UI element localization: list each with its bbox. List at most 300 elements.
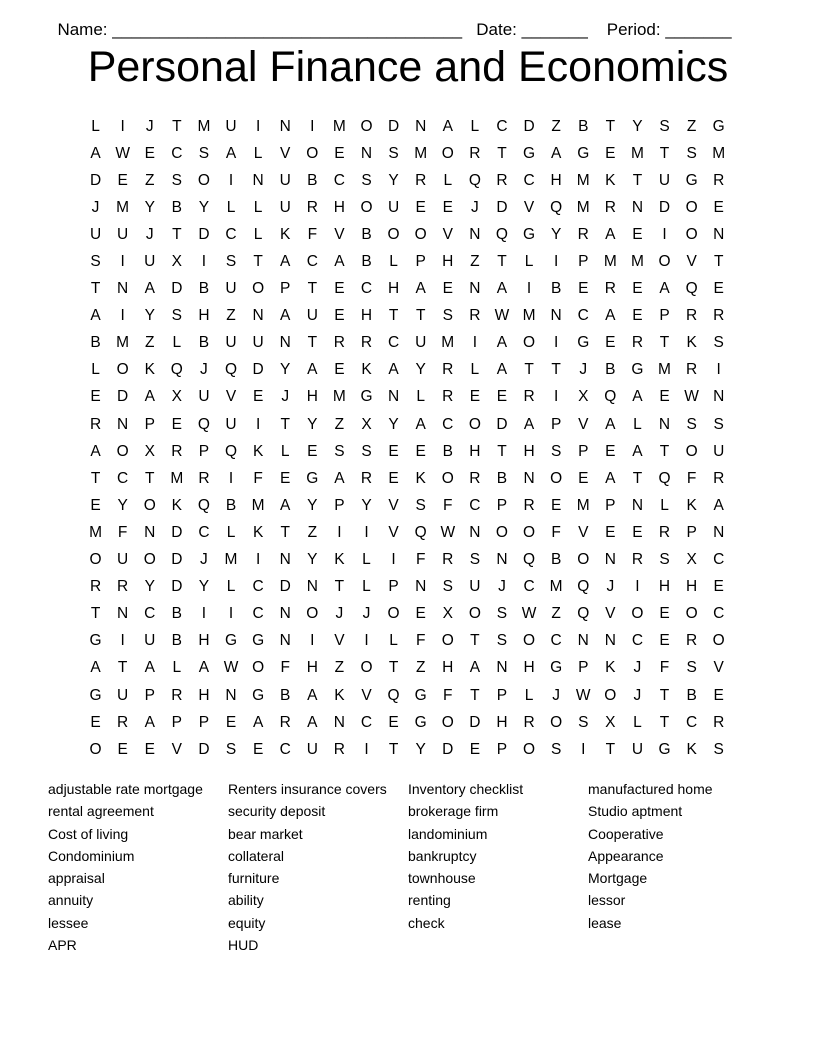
grid-letter[interactable]: R (442, 551, 454, 569)
grid-letter[interactable]: I (310, 632, 315, 650)
grid-letter[interactable]: O (523, 334, 536, 352)
grid-letter[interactable]: Y (280, 361, 291, 379)
grid-letter[interactable]: M (224, 551, 238, 569)
grid-letter[interactable]: A (198, 659, 210, 677)
grid-letter[interactable]: S (578, 713, 589, 731)
grid-letter[interactable]: A (605, 469, 616, 487)
grid-letter[interactable]: I (553, 253, 559, 271)
grid-letter[interactable]: I (553, 334, 559, 352)
grid-letter[interactable]: U (225, 415, 237, 433)
grid-letter[interactable]: O (550, 713, 563, 731)
grid-letter[interactable]: U (225, 334, 237, 352)
grid-letter[interactable]: M (603, 253, 617, 271)
grid-letter[interactable]: F (659, 659, 670, 677)
grid-letter[interactable]: Y (198, 198, 210, 216)
grid-letter[interactable]: L (91, 117, 100, 135)
grid-letter[interactable]: S (686, 415, 697, 433)
grid-letter[interactable]: G (577, 144, 590, 162)
grid-letter[interactable]: S (361, 171, 372, 189)
grid-letter[interactable]: A (605, 225, 616, 243)
grid-letter[interactable]: W (440, 523, 456, 541)
grid-letter[interactable]: B (171, 632, 182, 650)
grid-letter[interactable]: T (632, 469, 643, 487)
grid-letter[interactable]: E (550, 496, 562, 514)
grid-letter[interactable]: S (496, 632, 508, 650)
grid-letter[interactable]: B (280, 686, 291, 704)
grid-letter[interactable]: U (387, 198, 400, 216)
grid-letter[interactable]: P (415, 253, 426, 271)
grid-letter[interactable]: O (252, 659, 265, 677)
grid-letter[interactable]: R (360, 334, 373, 352)
grid-letter[interactable]: D (171, 551, 183, 569)
grid-letter[interactable]: L (253, 144, 263, 162)
grid-letter[interactable]: B (550, 551, 562, 569)
grid-letter[interactable]: O (631, 605, 644, 623)
grid-letter[interactable]: M (576, 496, 590, 514)
grid-letter[interactable]: L (280, 442, 290, 460)
grid-letter[interactable]: I (310, 117, 315, 135)
grid-letter[interactable]: E (659, 632, 670, 650)
grid-letter[interactable]: I (635, 578, 640, 596)
grid-letter[interactable]: N (279, 117, 291, 135)
grid-letter[interactable]: T (90, 280, 101, 298)
grid-letter[interactable]: N (360, 144, 373, 162)
grid-letter[interactable]: E (117, 171, 128, 189)
grid-letter[interactable]: Y (144, 307, 155, 325)
grid-letter[interactable]: T (388, 740, 399, 758)
grid-letter[interactable]: U (144, 253, 156, 271)
grid-letter[interactable]: F (117, 523, 128, 541)
grid-letter[interactable]: V (578, 523, 589, 541)
grid-letter[interactable]: D (387, 117, 400, 135)
grid-letter[interactable]: M (630, 253, 644, 271)
grid-letter[interactable]: Q (224, 361, 238, 379)
grid-letter[interactable]: M (116, 334, 130, 352)
grid-letter[interactable]: C (306, 253, 318, 271)
grid-letter[interactable]: Z (226, 307, 236, 325)
grid-letter[interactable]: H (387, 280, 400, 298)
grid-letter[interactable]: J (606, 578, 615, 596)
grid-letter[interactable]: X (361, 415, 372, 433)
grid-letter[interactable]: E (415, 442, 426, 460)
grid-letter[interactable]: R (686, 632, 698, 650)
grid-letter[interactable]: R (658, 523, 671, 541)
grid-letter[interactable]: L (172, 659, 182, 677)
grid-letter[interactable]: N (631, 496, 644, 514)
grid-letter[interactable]: S (198, 144, 210, 162)
grid-letter[interactable]: S (659, 551, 670, 569)
grid-letter[interactable]: O (441, 144, 454, 162)
grid-letter[interactable]: Z (145, 171, 155, 189)
grid-letter[interactable]: D (89, 171, 102, 189)
grid-letter[interactable]: Q (170, 361, 183, 379)
grid-letter[interactable]: C (225, 225, 237, 243)
grid-letter[interactable]: N (117, 605, 129, 623)
grid-letter[interactable]: H (523, 659, 535, 677)
grid-letter[interactable]: N (279, 632, 291, 650)
grid-letter[interactable]: T (172, 225, 182, 243)
grid-letter[interactable]: N (306, 578, 318, 596)
grid-letter[interactable]: E (415, 605, 426, 623)
grid-letter[interactable]: C (550, 632, 562, 650)
grid-letter[interactable]: A (90, 307, 101, 325)
grid-letter[interactable]: P (171, 713, 182, 731)
grid-letter[interactable]: E (90, 496, 101, 514)
grid-letter[interactable]: U (658, 171, 671, 189)
grid-letter[interactable]: A (550, 144, 562, 162)
grid-letter[interactable]: I (553, 388, 559, 406)
grid-letter[interactable]: L (660, 496, 669, 514)
grid-letter[interactable]: N (604, 551, 616, 569)
grid-letter[interactable]: G (523, 144, 536, 162)
grid-letter[interactable]: Q (468, 171, 481, 189)
grid-letter[interactable]: N (713, 523, 725, 541)
grid-letter[interactable]: G (252, 686, 265, 704)
grid-letter[interactable]: C (442, 415, 454, 433)
grid-letter[interactable]: M (576, 171, 590, 189)
grid-letter[interactable]: O (685, 605, 698, 623)
grid-letter[interactable]: B (171, 198, 182, 216)
grid-letter[interactable]: V (523, 198, 535, 216)
grid-letter[interactable]: T (90, 469, 101, 487)
grid-letter[interactable]: L (524, 686, 534, 704)
grid-letter[interactable]: N (279, 551, 291, 569)
grid-letter[interactable]: N (469, 523, 481, 541)
grid-letter[interactable]: R (577, 225, 589, 243)
grid-letter[interactable]: S (550, 442, 562, 460)
grid-letter[interactable]: G (712, 117, 725, 135)
grid-letter[interactable]: K (280, 225, 291, 243)
grid-letter[interactable]: C (577, 307, 589, 325)
grid-letter[interactable]: Q (387, 686, 400, 704)
grid-letter[interactable]: R (631, 334, 644, 352)
grid-letter[interactable]: Y (388, 171, 399, 189)
grid-letter[interactable]: D (117, 388, 129, 406)
grid-letter[interactable]: N (333, 713, 345, 731)
grid-letter[interactable]: I (364, 632, 369, 650)
grid-letter[interactable]: W (684, 388, 699, 406)
grid-letter[interactable]: N (604, 632, 616, 650)
grid-letter[interactable]: R (631, 551, 644, 569)
grid-letter[interactable]: T (388, 659, 399, 677)
grid-letter[interactable]: O (306, 605, 319, 623)
grid-letter[interactable]: U (306, 740, 318, 758)
grid-letter[interactable]: U (225, 117, 237, 135)
grid-letter[interactable]: D (523, 117, 535, 135)
grid-letter[interactable]: X (605, 713, 616, 731)
grid-letter[interactable]: O (441, 469, 454, 487)
grid-letter[interactable]: L (226, 578, 236, 596)
grid-letter[interactable]: G (414, 686, 427, 704)
grid-letter[interactable]: R (523, 388, 535, 406)
grid-letter[interactable]: E (171, 415, 182, 433)
grid-letter[interactable]: N (252, 307, 264, 325)
grid-letter[interactable]: V (280, 144, 291, 162)
grid-letter[interactable]: G (685, 171, 698, 189)
grid-letter[interactable]: A (469, 659, 481, 677)
grid-letter[interactable]: T (470, 632, 480, 650)
grid-letter[interactable]: N (144, 523, 156, 541)
grid-letter[interactable]: A (496, 334, 508, 352)
grid-letter[interactable]: R (333, 740, 345, 758)
grid-letter[interactable]: T (659, 334, 670, 352)
grid-letter[interactable]: Y (198, 578, 210, 596)
grid-letter[interactable]: N (387, 388, 400, 406)
grid-letter[interactable]: I (526, 280, 532, 298)
grid-letter[interactable]: O (441, 632, 454, 650)
grid-letter[interactable]: U (252, 334, 264, 352)
grid-letter[interactable]: Q (414, 523, 427, 541)
grid-letter[interactable]: J (335, 605, 344, 623)
grid-letter[interactable]: A (90, 442, 101, 460)
grid-letter[interactable]: O (252, 280, 265, 298)
grid-letter[interactable]: L (362, 578, 371, 596)
grid-letter[interactable]: Z (415, 659, 426, 677)
grid-letter[interactable]: I (255, 117, 261, 135)
grid-letter[interactable]: C (117, 469, 129, 487)
grid-letter[interactable]: M (197, 117, 211, 135)
grid-letter[interactable]: T (117, 659, 128, 677)
grid-letter[interactable]: M (549, 578, 563, 596)
grid-letter[interactable]: E (117, 740, 128, 758)
grid-letter[interactable]: J (498, 578, 506, 596)
grid-letter[interactable]: N (496, 551, 508, 569)
grid-letter[interactable]: E (252, 740, 264, 758)
grid-letter[interactable]: I (255, 415, 261, 433)
grid-letter[interactable]: U (225, 280, 237, 298)
grid-letter[interactable]: O (658, 253, 671, 271)
name-field[interactable]: _____________________________________ (112, 20, 463, 39)
grid-letter[interactable]: B (686, 686, 697, 704)
grid-letter[interactable]: O (414, 225, 427, 243)
grid-letter[interactable]: L (389, 253, 398, 271)
grid-letter[interactable]: Y (307, 496, 318, 514)
grid-letter[interactable]: T (605, 740, 616, 758)
grid-letter[interactable]: N (577, 632, 589, 650)
grid-letter[interactable]: A (307, 361, 318, 379)
grid-letter[interactable]: S (225, 253, 237, 271)
grid-letter[interactable]: E (90, 388, 101, 406)
grid-letter[interactable]: K (361, 361, 372, 379)
grid-letter[interactable]: P (280, 280, 291, 298)
grid-letter[interactable]: R (442, 388, 454, 406)
grid-letter[interactable]: N (713, 225, 725, 243)
grid-letter[interactable]: L (253, 225, 263, 243)
grid-letter[interactable]: O (360, 198, 373, 216)
grid-letter[interactable]: G (577, 334, 590, 352)
grid-letter[interactable]: U (117, 551, 129, 569)
grid-letter[interactable]: B (496, 469, 508, 487)
grid-letter[interactable]: Y (388, 415, 399, 433)
grid-letter[interactable]: R (523, 496, 535, 514)
grid-letter[interactable]: O (387, 225, 400, 243)
grid-letter[interactable]: R (713, 469, 725, 487)
grid-letter[interactable]: R (415, 171, 427, 189)
grid-letter[interactable]: R (686, 307, 698, 325)
grid-letter[interactable]: M (658, 361, 671, 379)
grid-letter[interactable]: I (337, 523, 342, 541)
grid-letter[interactable]: A (632, 388, 643, 406)
grid-letter[interactable]: O (495, 523, 508, 541)
grid-letter[interactable]: A (415, 415, 426, 433)
grid-letter[interactable]: T (659, 442, 670, 460)
grid-letter[interactable]: E (388, 469, 399, 487)
grid-letter[interactable]: W (223, 659, 239, 677)
grid-letter[interactable]: E (713, 280, 724, 298)
grid-letter[interactable]: S (442, 578, 453, 596)
grid-letter[interactable]: U (117, 686, 129, 704)
grid-letter[interactable]: U (306, 307, 318, 325)
grid-letter[interactable]: D (198, 740, 210, 758)
grid-letter[interactable]: Q (197, 415, 210, 433)
grid-letter[interactable]: A (307, 686, 318, 704)
grid-letter[interactable]: F (415, 551, 426, 569)
grid-letter[interactable]: C (631, 632, 644, 650)
grid-letter[interactable]: O (523, 740, 536, 758)
grid-letter[interactable]: O (523, 523, 536, 541)
grid-letter[interactable]: C (360, 713, 373, 731)
grid-letter[interactable]: D (496, 198, 508, 216)
grid-letter[interactable]: F (551, 523, 561, 541)
grid-letter[interactable]: T (497, 144, 507, 162)
grid-letter[interactable]: P (198, 713, 210, 731)
grid-letter[interactable]: K (415, 469, 426, 487)
grid-letter[interactable]: L (416, 388, 425, 406)
grid-letter[interactable]: X (171, 253, 182, 271)
grid-letter[interactable]: R (713, 307, 725, 325)
grid-letter[interactable]: T (280, 523, 290, 541)
grid-letter[interactable]: Q (685, 280, 698, 298)
grid-letter[interactable]: N (469, 225, 481, 243)
grid-letter[interactable]: V (442, 225, 453, 243)
grid-letter[interactable]: D (469, 713, 481, 731)
grid-letter[interactable]: C (713, 605, 725, 623)
grid-letter[interactable]: S (171, 307, 182, 325)
grid-letter[interactable]: C (686, 713, 698, 731)
grid-letter[interactable]: G (523, 225, 536, 243)
grid-letter[interactable]: N (415, 578, 427, 596)
grid-letter[interactable]: A (605, 307, 616, 325)
grid-letter[interactable]: S (469, 551, 481, 569)
grid-letter[interactable]: R (117, 578, 129, 596)
grid-letter[interactable]: A (144, 280, 155, 298)
grid-letter[interactable]: W (575, 686, 591, 704)
grid-letter[interactable]: N (279, 605, 291, 623)
grid-letter[interactable]: E (632, 523, 643, 541)
grid-letter[interactable]: I (364, 523, 369, 541)
grid-letter[interactable]: M (251, 496, 265, 514)
grid-letter[interactable]: S (361, 442, 372, 460)
grid-letter[interactable]: X (171, 388, 182, 406)
grid-letter[interactable]: K (686, 740, 697, 758)
grid-letter[interactable]: Q (577, 578, 590, 596)
grid-letter[interactable]: D (171, 523, 183, 541)
grid-letter[interactable]: U (89, 225, 102, 243)
grid-letter[interactable]: Z (334, 659, 345, 677)
grid-letter[interactable]: I (201, 253, 207, 271)
grid-letter[interactable]: I (120, 253, 125, 271)
grid-letter[interactable]: E (334, 144, 345, 162)
grid-letter[interactable]: T (497, 253, 507, 271)
grid-letter[interactable]: I (364, 740, 369, 758)
grid-letter[interactable]: T (415, 307, 426, 325)
grid-letter[interactable]: T (632, 171, 643, 189)
grid-letter[interactable]: K (686, 334, 697, 352)
grid-letter[interactable]: A (90, 144, 101, 162)
grid-letter[interactable]: Y (117, 496, 128, 514)
grid-letter[interactable]: C (198, 523, 210, 541)
grid-letter[interactable]: L (389, 632, 398, 650)
grid-letter[interactable]: O (468, 605, 481, 623)
grid-letter[interactable]: B (578, 117, 589, 135)
grid-letter[interactable]: O (550, 469, 563, 487)
grid-letter[interactable]: B (171, 605, 182, 623)
grid-letter[interactable]: N (631, 198, 644, 216)
grid-letter[interactable]: E (605, 334, 616, 352)
grid-letter[interactable]: C (523, 171, 535, 189)
grid-letter[interactable]: Q (658, 469, 671, 487)
grid-letter[interactable]: Y (361, 496, 372, 514)
grid-letter[interactable]: A (144, 388, 155, 406)
grid-letter[interactable]: B (225, 496, 237, 514)
grid-letter[interactable]: A (632, 442, 643, 460)
grid-letter[interactable]: M (332, 388, 346, 406)
grid-letter[interactable]: I (120, 307, 125, 325)
grid-letter[interactable]: G (89, 632, 102, 650)
grid-letter[interactable]: A (90, 659, 101, 677)
grid-letter[interactable]: Q (577, 605, 590, 623)
grid-letter[interactable]: P (550, 415, 562, 433)
grid-letter[interactable]: V (361, 686, 372, 704)
grid-letter[interactable]: O (577, 551, 590, 569)
grid-letter[interactable]: T (551, 361, 561, 379)
grid-letter[interactable]: E (496, 388, 508, 406)
grid-letter[interactable]: P (659, 307, 670, 325)
grid-letter[interactable]: L (362, 551, 371, 569)
grid-letter[interactable]: H (306, 659, 318, 677)
grid-letter[interactable]: A (442, 117, 453, 135)
grid-letter[interactable]: T (388, 307, 399, 325)
grid-letter[interactable]: M (576, 198, 590, 216)
grid-letter[interactable]: Q (197, 496, 210, 514)
grid-letter[interactable]: Y (415, 361, 426, 379)
grid-letter[interactable]: R (442, 361, 454, 379)
grid-letter[interactable]: U (279, 171, 291, 189)
grid-letter[interactable]: L (226, 523, 236, 541)
grid-letter[interactable]: W (115, 144, 130, 162)
grid-letter[interactable]: E (280, 469, 291, 487)
grid-letter[interactable]: D (198, 225, 210, 243)
grid-letter[interactable]: E (307, 442, 318, 460)
grid-letter[interactable]: C (496, 117, 508, 135)
grid-letter[interactable]: P (605, 496, 616, 514)
grid-letter[interactable]: U (713, 442, 725, 460)
grid-letter[interactable]: P (496, 740, 508, 758)
grid-letter[interactable]: H (333, 198, 345, 216)
grid-letter[interactable]: S (415, 496, 426, 514)
grid-letter[interactable]: R (713, 713, 725, 731)
grid-letter[interactable]: U (117, 225, 129, 243)
grid-letter[interactable]: F (307, 225, 318, 243)
grid-letter[interactable]: O (360, 117, 373, 135)
grid-letter[interactable]: R (279, 713, 291, 731)
grid-letter[interactable]: S (90, 253, 101, 271)
grid-letter[interactable]: Y (550, 225, 562, 243)
grid-letter[interactable]: Q (495, 225, 508, 243)
grid-letter[interactable]: J (145, 117, 154, 135)
grid-letter[interactable]: F (415, 632, 426, 650)
grid-letter[interactable]: L (470, 361, 480, 379)
